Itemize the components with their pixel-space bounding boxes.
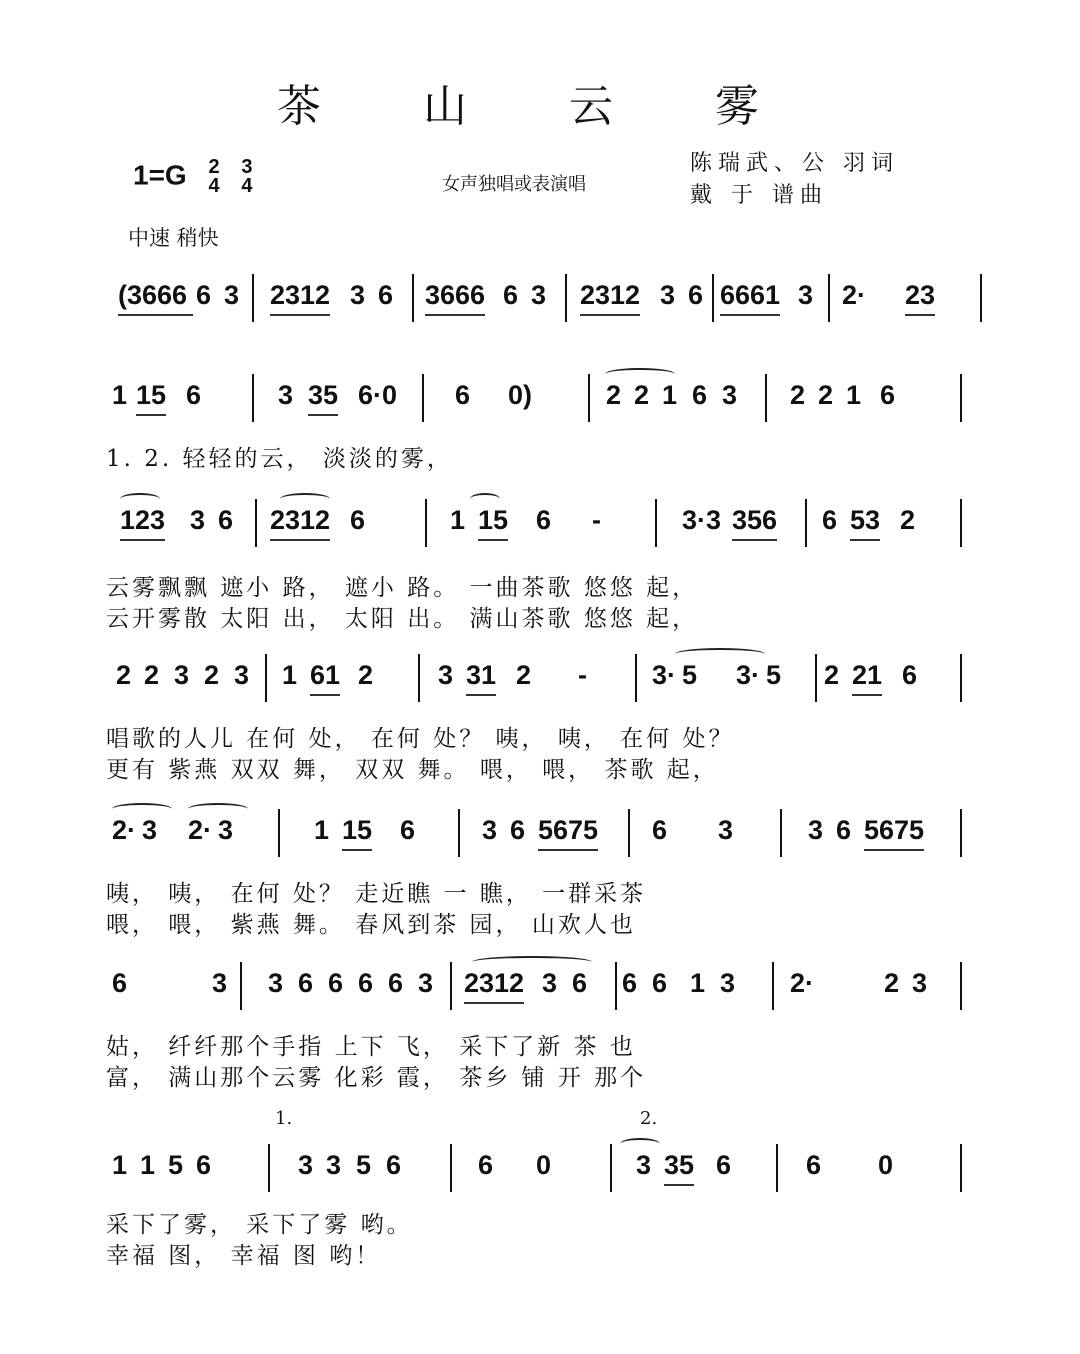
staff-system-5: [100, 815, 970, 938]
tempo-marking: 中速 稍快: [128, 226, 219, 250]
note: 1: [314, 815, 330, 845]
barline: [458, 809, 460, 857]
note: 5: [356, 1150, 372, 1180]
note: 15: [136, 380, 167, 410]
note: 3: [722, 380, 738, 410]
barline: [712, 274, 714, 322]
barline: [635, 654, 637, 702]
note: 6: [455, 380, 471, 410]
note: 3·: [736, 660, 761, 690]
lyric-line-1: 咦， 咦， 在何 处？ 走近瞧 一 瞧， 一群采茶: [106, 881, 647, 907]
note: 3: [218, 815, 234, 845]
note: 6: [388, 968, 404, 998]
beam-line: [580, 314, 640, 316]
slur: [280, 493, 330, 505]
beam-line: [270, 314, 330, 316]
note: 2: [358, 660, 374, 690]
note: 3: [438, 660, 454, 690]
staff-system-6: [100, 968, 970, 1091]
beam-line: [852, 694, 882, 696]
note: 3: [660, 280, 676, 310]
note: 3: [482, 815, 498, 845]
lyric-line-1: 姑， 纤纤那个手指 上下 飞， 采下了新 茶 也: [106, 1034, 636, 1060]
note: 0: [536, 1150, 552, 1180]
note: 3: [224, 280, 240, 310]
barline: [265, 654, 267, 702]
note: 3: [212, 968, 228, 998]
note: 1: [690, 968, 706, 998]
note: -: [578, 660, 587, 690]
note: 6: [510, 815, 526, 845]
beam-line: [136, 414, 166, 416]
note: 6: [652, 815, 668, 845]
note: 3: [418, 968, 434, 998]
note: 2: [204, 660, 220, 690]
key-signature: [133, 158, 253, 196]
beam-line: [310, 694, 340, 696]
note: 6: [298, 968, 314, 998]
note: 6: [386, 1150, 402, 1180]
barline: [450, 1144, 452, 1192]
note: 23: [905, 280, 936, 310]
barline: [565, 274, 567, 322]
beam-line: [538, 849, 598, 851]
beam-line: [464, 1002, 524, 1004]
note: 3: [174, 660, 190, 690]
note: 35: [308, 380, 339, 410]
note: 3: [268, 968, 284, 998]
barline: [815, 654, 817, 702]
note: 6: [400, 815, 416, 845]
barline: [422, 374, 424, 422]
note: 6: [358, 968, 374, 998]
note: (3666: [118, 280, 188, 310]
note: 3: [298, 1150, 314, 1180]
beam-line: [466, 694, 496, 696]
note: 3: [326, 1150, 342, 1180]
note: 6: [692, 380, 708, 410]
barline: [772, 962, 774, 1010]
beam-line: [120, 539, 165, 541]
note: 5: [766, 660, 782, 690]
beam-line: [478, 539, 508, 541]
note: 123: [120, 505, 166, 535]
note: 31: [466, 660, 497, 690]
beam-line: [850, 539, 880, 541]
beam-line: [732, 539, 777, 541]
note: 3666: [425, 280, 486, 310]
lyric-line-2: 更有 紫燕 双双 舞， 双双 舞。 喂， 喂， 茶歌 起，: [106, 757, 719, 783]
barline: [450, 962, 452, 1010]
performance-note: 女声独唱或表演唱: [442, 174, 586, 195]
note: 15: [478, 505, 509, 535]
barline: [960, 962, 962, 1010]
barline: [610, 1144, 612, 1192]
note: 3: [808, 815, 824, 845]
barline: [980, 274, 982, 322]
note: 0: [878, 1150, 894, 1180]
lyric-line-1: 1. 2. 轻轻的云， 淡淡的雾，: [106, 446, 453, 472]
note: 3: [798, 280, 814, 310]
time-signature-1: 2 4: [208, 156, 220, 197]
barline: [780, 809, 782, 857]
note: 2312: [464, 968, 525, 998]
note: 2: [634, 380, 650, 410]
note: 5: [682, 660, 698, 690]
barline: [655, 499, 657, 547]
note: 3: [190, 505, 206, 535]
barline: [252, 274, 254, 322]
beam-line: [720, 314, 780, 316]
note: 5675: [864, 815, 925, 845]
note: 2: [884, 968, 900, 998]
note: 6: [196, 1150, 212, 1180]
note: 3: [718, 815, 734, 845]
note: 3: [278, 380, 294, 410]
beam-line: [118, 314, 193, 316]
barline: [960, 374, 962, 422]
beam-line: [664, 1184, 694, 1186]
slur: [472, 956, 592, 968]
note: 6: [196, 280, 212, 310]
barline: [765, 374, 767, 422]
note: 1: [282, 660, 298, 690]
note: 2·: [790, 968, 815, 998]
note: 1: [846, 380, 862, 410]
lyric-line-2: 富， 满山那个云雾 化彩 霞， 茶乡 铺 开 那个: [106, 1065, 647, 1091]
time-signature-2: 3 4: [241, 156, 253, 197]
barline: [828, 274, 830, 322]
slur: [188, 803, 248, 815]
note: 6: [112, 968, 128, 998]
note: 1: [662, 380, 678, 410]
staff-system-7: [100, 1108, 970, 1269]
beam-line: [905, 314, 935, 316]
slur: [620, 1138, 660, 1150]
note: 2312: [270, 280, 331, 310]
note: 2: [790, 380, 806, 410]
note: 6: [536, 505, 552, 535]
note: 6: [503, 280, 519, 310]
note: 2: [144, 660, 160, 690]
note: 5: [168, 1150, 184, 1180]
note: 6: [478, 1150, 494, 1180]
note: 53: [850, 505, 881, 535]
barline: [240, 962, 242, 1010]
note: 15: [342, 815, 373, 845]
note: 0): [508, 380, 533, 410]
note: 2·: [188, 815, 213, 845]
lyric-line-2: 幸福 图， 幸福 图 哟！: [106, 1243, 382, 1269]
barline: [960, 654, 962, 702]
note: 61: [310, 660, 341, 690]
beam-line: [425, 314, 485, 316]
beam-line: [342, 849, 372, 851]
note: 3·: [652, 660, 677, 690]
note: 6: [688, 280, 704, 310]
note: 6: [880, 380, 896, 410]
slur: [605, 368, 675, 380]
slur: [675, 648, 765, 660]
song-title: 茶 山 云 雾: [277, 81, 803, 132]
slur: [112, 803, 172, 815]
barline: [255, 499, 257, 547]
beam-line: [864, 849, 924, 851]
note: 6: [572, 968, 588, 998]
note: 2312: [580, 280, 641, 310]
note: 3: [234, 660, 250, 690]
staff-system-4: [100, 660, 970, 783]
note: 3·3: [682, 505, 722, 535]
lyricist-credit: 陈瑞武、公 羽词: [690, 151, 899, 176]
note: 3: [531, 280, 547, 310]
note: 2: [606, 380, 622, 410]
note: -: [592, 505, 601, 535]
volta-ending-2: 2.: [640, 1108, 658, 1129]
note: 1: [112, 380, 128, 410]
staff-system-3: [100, 505, 970, 632]
note: 6: [836, 815, 852, 845]
note: 2·: [112, 815, 137, 845]
lyric-line-2: 喂， 喂， 紫燕 舞。 春风到茶 园， 山欢人也: [106, 912, 636, 938]
barline: [425, 499, 427, 547]
barline: [268, 1144, 270, 1192]
note: 6: [622, 968, 638, 998]
staff-system-1: [100, 280, 970, 350]
note: 6: [652, 968, 668, 998]
note: 1: [140, 1150, 156, 1180]
note: 1: [112, 1150, 128, 1180]
barline: [412, 274, 414, 322]
barline: [805, 499, 807, 547]
lyric-line-1: 云雾飘飘 遮小 路， 遮小 路。 一曲茶歌 悠悠 起，: [106, 575, 699, 601]
barline: [418, 654, 420, 702]
note: 2: [116, 660, 132, 690]
barline: [588, 374, 590, 422]
lyric-line-1: 采下了雾， 采下了雾 哟。: [106, 1212, 413, 1238]
note: 3: [542, 968, 558, 998]
note: 5675: [538, 815, 599, 845]
barline: [615, 962, 617, 1010]
note: 6·0: [358, 380, 398, 410]
note: 6: [716, 1150, 732, 1180]
note: 21: [852, 660, 883, 690]
note: 6: [350, 505, 366, 535]
barline: [960, 809, 962, 857]
note: 2312: [270, 505, 331, 535]
composer-credit: 戴 于 谱曲: [690, 183, 828, 208]
note: 6: [822, 505, 838, 535]
note: 6: [218, 505, 234, 535]
note: 3: [912, 968, 928, 998]
note: 6: [328, 968, 344, 998]
note: 3: [350, 280, 366, 310]
barline: [628, 809, 630, 857]
note: 2: [516, 660, 532, 690]
lyric-line-2: 云开雾散 太阳 出， 太阳 出。 满山茶歌 悠悠 起，: [106, 606, 699, 632]
beam-line: [270, 539, 330, 541]
note: 1: [450, 505, 466, 535]
key-label: 1=G: [133, 159, 187, 191]
barline: [776, 1144, 778, 1192]
note: 35: [664, 1150, 695, 1180]
slur: [470, 493, 500, 505]
barline: [278, 809, 280, 857]
note: 6: [378, 280, 394, 310]
note: 2: [824, 660, 840, 690]
barline: [960, 1144, 962, 1192]
note: 2: [818, 380, 834, 410]
note: 3: [720, 968, 736, 998]
note: 356: [732, 505, 778, 535]
note: 3: [636, 1150, 652, 1180]
note: 2·: [842, 280, 867, 310]
barline: [960, 499, 962, 547]
lyric-line-1: 唱歌的人儿 在何 处， 在何 处？ 咦， 咦， 在何 处？: [106, 726, 735, 752]
barline: [252, 374, 254, 422]
note: 6: [902, 660, 918, 690]
note: 6661: [720, 280, 781, 310]
beam-line: [308, 414, 338, 416]
note: 2: [900, 505, 916, 535]
slur: [120, 493, 160, 505]
staff-system-2: [100, 380, 970, 472]
note: 6: [186, 380, 202, 410]
note: 6: [806, 1150, 822, 1180]
volta-ending-1: 1.: [275, 1108, 293, 1129]
note: 3: [142, 815, 158, 845]
